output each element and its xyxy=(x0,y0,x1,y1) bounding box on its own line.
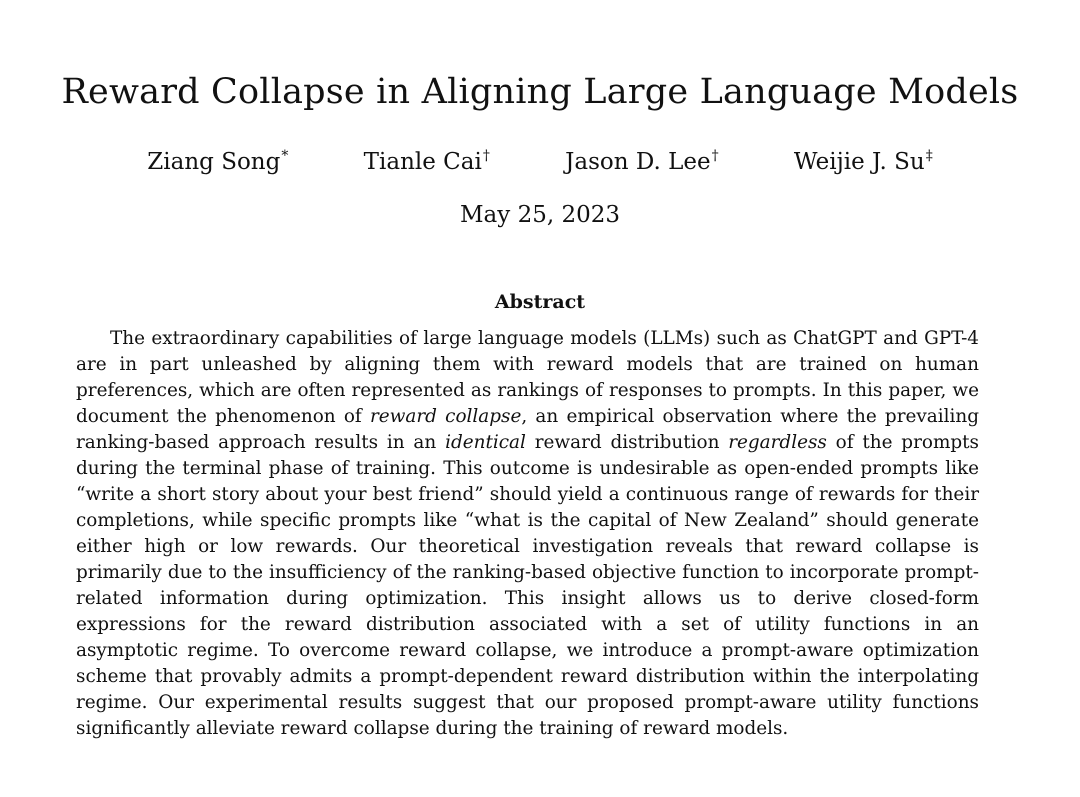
abstract-text xyxy=(76,326,979,742)
abstract-emphasis: identical xyxy=(445,432,526,453)
abstract-segment: of the prompts during the terminal phase of training. This outcome is undesirable as open-ended prompts like “write a short story about your best friend” should yield a continuous range of rewards for their completions, while specific prompts like “what is the capital of New Zealand” should generate either high or low rewards. Our theoretical investigation reveals that reward collapse is primarily due to the insufficiency of the ranking-based objective function to incorporate prompt-related information during optimization. This insight allows us to derive closed-form expressions for the reward distribution associated with a set of utility functions in an asymptotic regime. To overcome reward collapse, we introduce a prompt-aware optimization scheme that provably admits a prompt-dependent reward distribution within the interpolating regime. Our experimental results suggest that our proposed prompt-aware utility functions significantly alleviate reward collapse during the training of reward models. xyxy=(76,432,979,739)
author-name: Tianle Cai xyxy=(363,149,482,175)
author-list xyxy=(0,148,1080,175)
abstract-segment: The extraordinary capabilities of large language models (LLMs) such as ChatGPT and GPT-4 are in part unleashed by aligning them with reward models that are trained on human preferences, which are often represented as rankings of responses to prompts. In this paper, we document the phenomenon of xyxy=(76,328,979,427)
abstract-segment: , an empirical observation where the prevailing ranking-based approach results in an xyxy=(76,406,979,453)
author-affiliation-mark: * xyxy=(281,148,289,164)
author-3 xyxy=(565,148,718,175)
paper-title: Reward Collapse in Aligning Large Language Models xyxy=(61,72,1019,112)
abstract-segment: reward distribution xyxy=(525,432,729,453)
abstract-emphasis: reward collapse xyxy=(369,406,522,427)
author-affiliation-mark: ‡ xyxy=(925,148,933,164)
author-affiliation-mark: † xyxy=(711,148,719,164)
author-1 xyxy=(147,148,288,175)
author-affiliation-mark: † xyxy=(482,148,490,164)
author-name: Weijie J. Su xyxy=(793,149,925,175)
abstract-heading: Abstract xyxy=(494,291,586,313)
author-2 xyxy=(364,148,490,175)
author-name: Jason D. Lee xyxy=(565,149,711,175)
publication-date: May 25, 2023 xyxy=(460,202,620,228)
abstract-emphasis: regardless xyxy=(728,432,827,453)
author-name: Ziang Song xyxy=(147,149,281,175)
author-4 xyxy=(794,148,933,175)
